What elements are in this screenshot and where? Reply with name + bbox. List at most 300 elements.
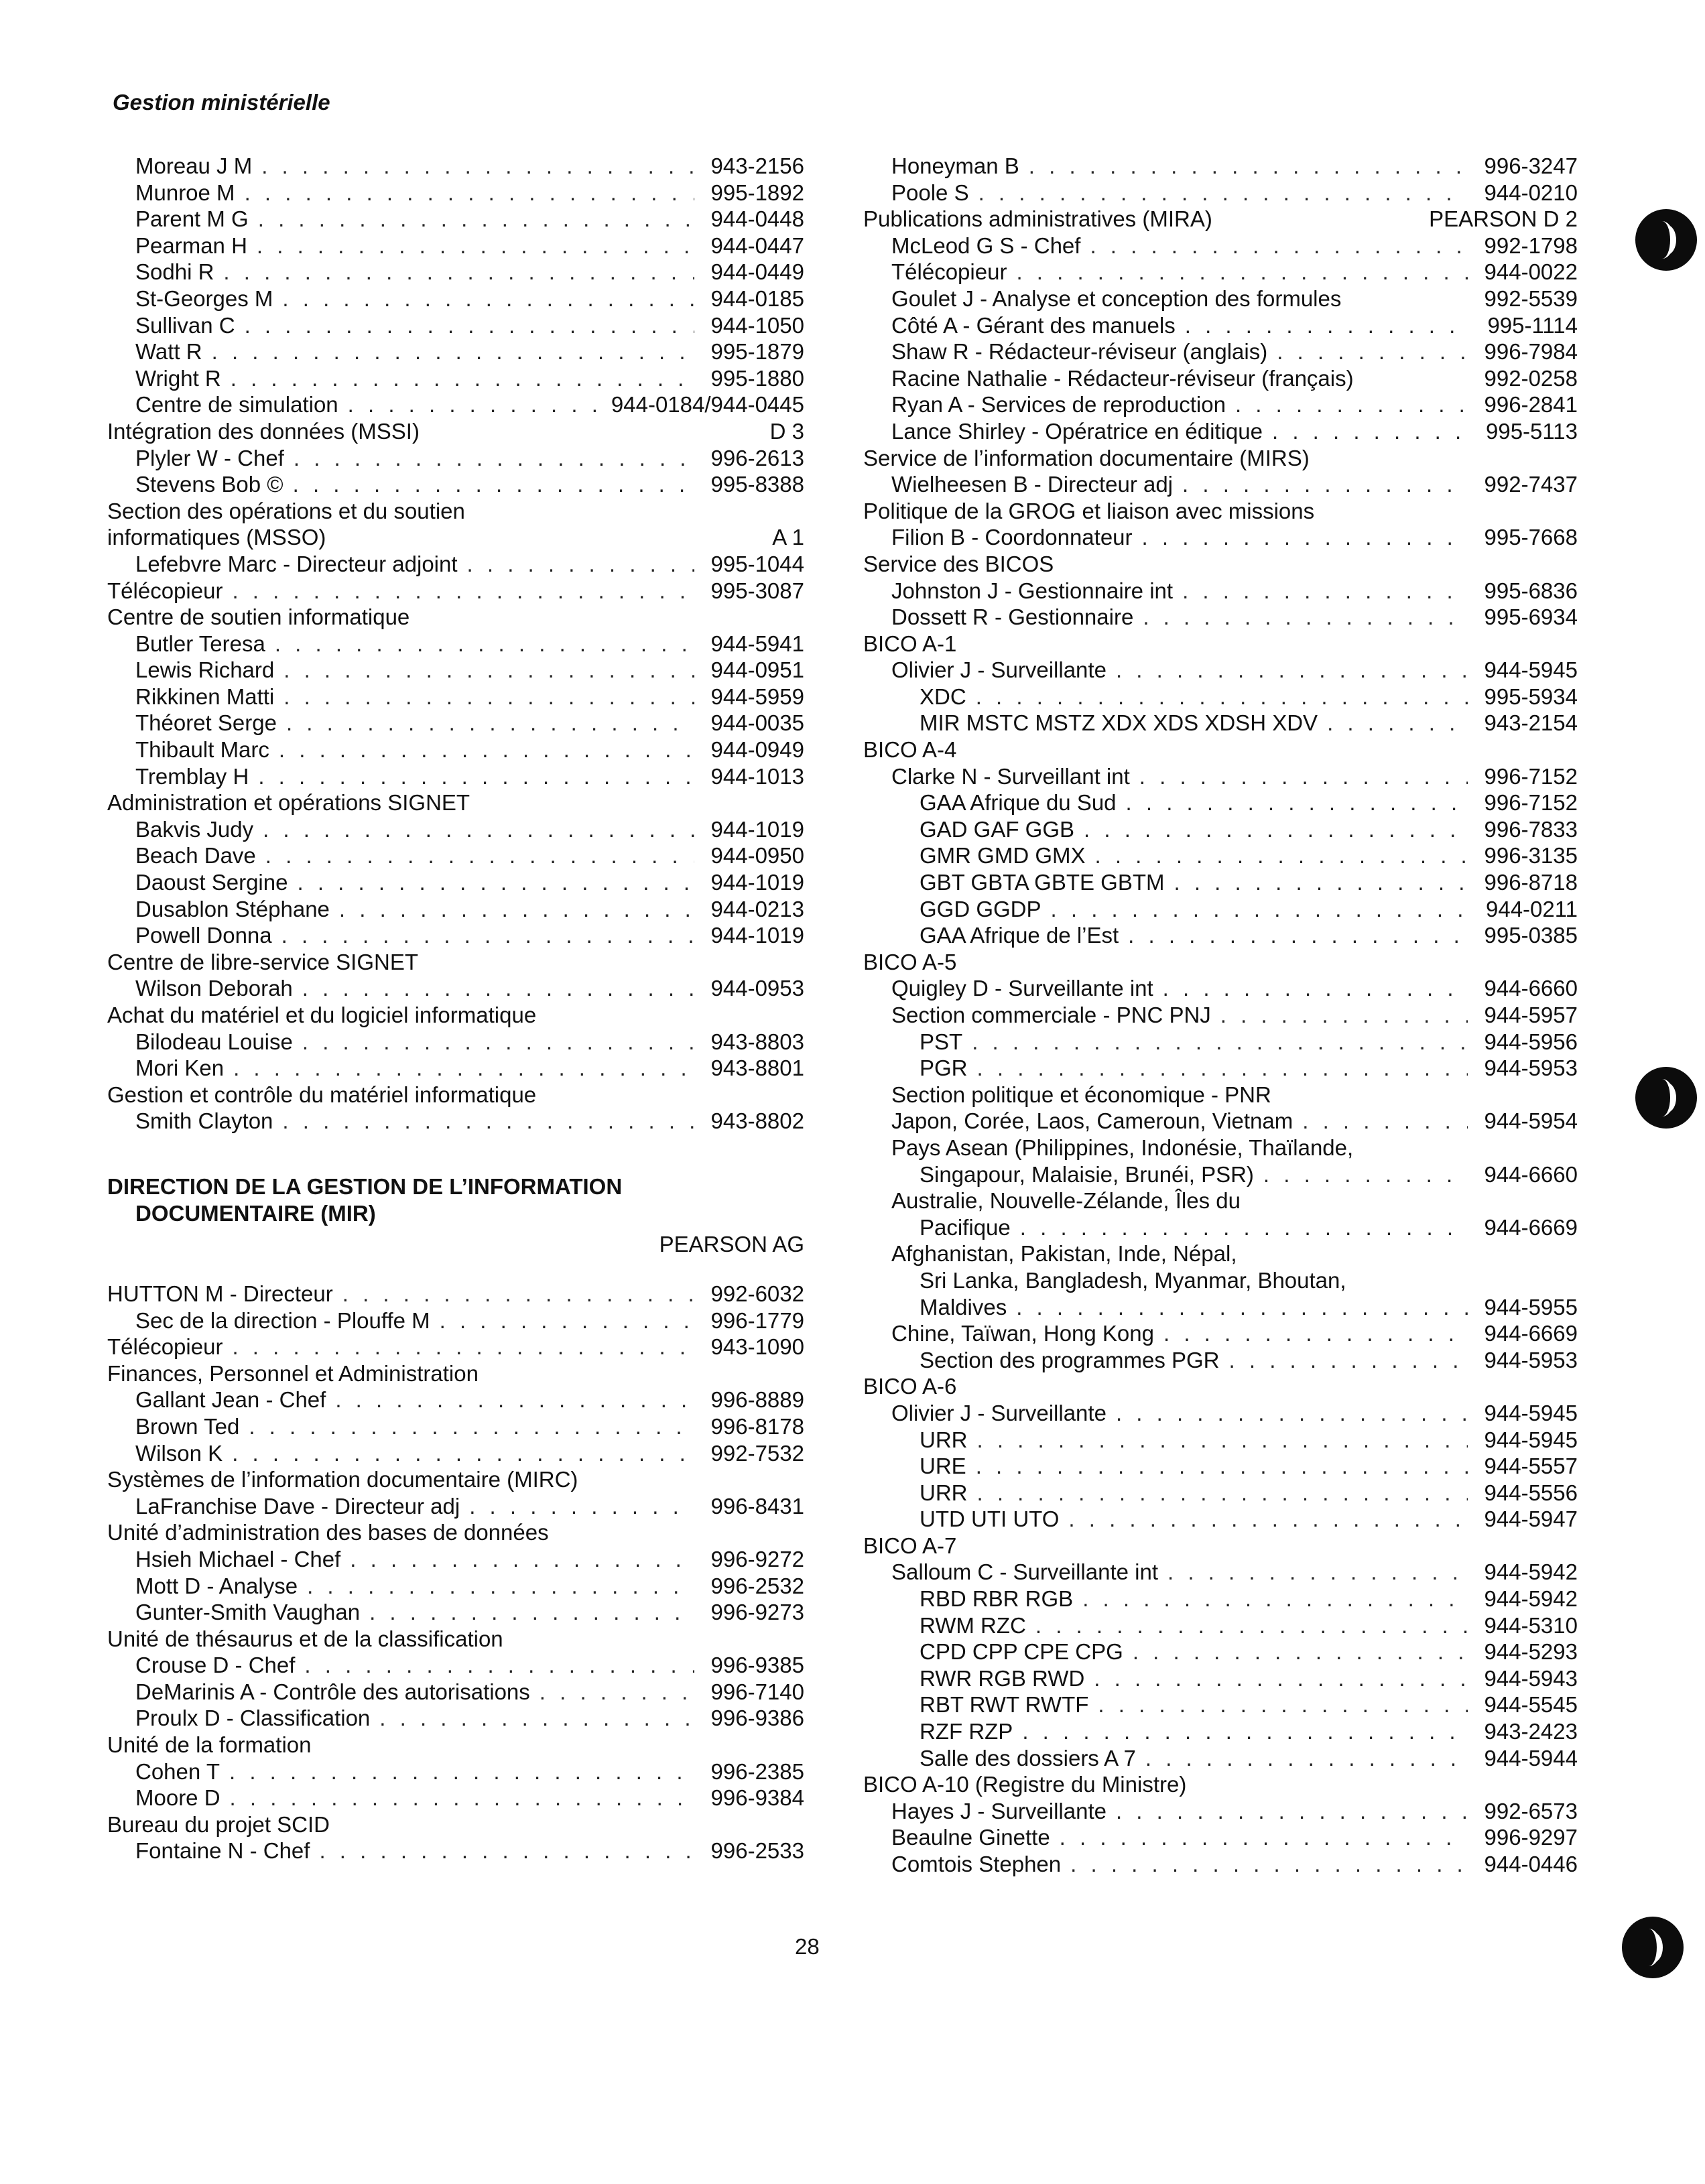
entry-number: 944-0184/944-0445 bbox=[611, 392, 804, 417]
directory-entry bbox=[107, 206, 804, 233]
entry-name: Publications administratives (MIRA) bbox=[863, 206, 1212, 232]
entry-name: Salle des dossiers A 7 bbox=[920, 1745, 1136, 1771]
directory-entry bbox=[107, 259, 804, 285]
directory-entry bbox=[863, 1347, 1578, 1374]
dot-leader bbox=[232, 578, 694, 604]
directory-entry bbox=[863, 631, 1578, 657]
dot-leader bbox=[1116, 657, 1468, 684]
dot-leader bbox=[245, 180, 694, 206]
directory-entry bbox=[107, 1546, 804, 1573]
entry-number: 995-7668 bbox=[1484, 525, 1578, 550]
entry-number: 944-5557 bbox=[1484, 1454, 1578, 1479]
entry-name: GGD GGDP bbox=[920, 896, 1041, 921]
entry-name: Afghanistan, Pakistan, Inde, Népal, bbox=[891, 1241, 1237, 1267]
entry-name: Stevens Bob © bbox=[135, 472, 283, 497]
entry-name: RWM RZC bbox=[920, 1612, 1026, 1638]
directory-entry bbox=[863, 1055, 1578, 1082]
section-location: PEARSON AG bbox=[659, 1231, 804, 1257]
section-title-line1: DIRECTION DE LA GESTION DE L’INFORMATION bbox=[107, 1173, 623, 1199]
entry-name: Moreau J M bbox=[135, 153, 253, 178]
directory-entry bbox=[863, 153, 1578, 180]
entry-number: 944-0213 bbox=[710, 896, 804, 921]
dot-leader bbox=[265, 842, 694, 869]
directory-entry bbox=[107, 816, 804, 843]
entry-number: 995-0385 bbox=[1484, 923, 1578, 948]
entry-name: McLeod G S - Chef bbox=[891, 233, 1081, 258]
directory-entry bbox=[863, 578, 1578, 604]
entry-number: 944-5944 bbox=[1484, 1745, 1578, 1771]
dot-leader bbox=[319, 1838, 694, 1864]
directory-entry bbox=[107, 949, 804, 976]
entry-number: 944-5955 bbox=[1484, 1294, 1578, 1320]
dot-leader bbox=[1051, 896, 1468, 923]
entry-number: 944-5293 bbox=[1484, 1639, 1578, 1665]
entry-number: 944-5943 bbox=[1484, 1665, 1578, 1691]
entry-number: 996-9272 bbox=[710, 1546, 804, 1571]
directory-entry bbox=[863, 1320, 1578, 1347]
directory-entry bbox=[863, 1612, 1578, 1639]
directory-entry bbox=[107, 869, 804, 896]
directory-entry bbox=[863, 1214, 1578, 1241]
directory-entry bbox=[863, 233, 1578, 259]
entry-number: 943-8801 bbox=[710, 1055, 804, 1081]
entry-name: Télécopieur bbox=[891, 259, 1007, 285]
entry-number: 944-1013 bbox=[710, 763, 804, 789]
entry-number: 996-7140 bbox=[710, 1679, 804, 1704]
entry-name: LaFranchise Dave - Directeur adj bbox=[135, 1493, 460, 1519]
dot-leader bbox=[258, 206, 694, 233]
directory-entry bbox=[107, 763, 804, 790]
dot-leader bbox=[1060, 1824, 1468, 1851]
entry-number: 996-2532 bbox=[710, 1573, 804, 1598]
directory-entry bbox=[863, 1294, 1578, 1321]
directory-entry bbox=[863, 312, 1578, 339]
entry-name: Intégration des données (MSSI) bbox=[107, 418, 420, 444]
dot-leader bbox=[339, 896, 694, 923]
entry-name: Bilodeau Louise bbox=[135, 1029, 293, 1054]
dot-leader bbox=[304, 1652, 694, 1679]
entry-number: 996-2533 bbox=[710, 1838, 804, 1864]
entry-name: Beaulne Ginette bbox=[891, 1825, 1050, 1850]
dot-leader bbox=[1263, 1161, 1468, 1188]
left-column bbox=[107, 153, 804, 1864]
dot-leader bbox=[342, 1281, 694, 1307]
entry-number: 944-5941 bbox=[710, 631, 804, 656]
entry-name: Olivier J - Surveillante bbox=[891, 657, 1107, 683]
entry-number: 995-3087 bbox=[710, 578, 804, 603]
entry-number: 944-5945 bbox=[1484, 1427, 1578, 1452]
dot-leader bbox=[977, 1427, 1468, 1454]
entry-name: RZF RZP bbox=[920, 1719, 1013, 1744]
directory-entry bbox=[107, 233, 804, 259]
directory-entry bbox=[863, 1718, 1578, 1745]
dot-leader bbox=[1139, 763, 1468, 790]
entry-name: Filion B - Coordonnateur bbox=[891, 525, 1133, 550]
entry-number: 944-5953 bbox=[1484, 1055, 1578, 1081]
directory-entry bbox=[107, 1082, 804, 1108]
entry-number: 996-8718 bbox=[1484, 870, 1578, 895]
entry-name: Singapour, Malaisie, Brunéi, PSR) bbox=[920, 1161, 1254, 1187]
entry-number: 944-0449 bbox=[710, 259, 804, 285]
dot-leader bbox=[976, 684, 1468, 710]
entry-number: 996-8889 bbox=[710, 1387, 804, 1413]
entry-number: 944-6669 bbox=[1484, 1214, 1578, 1240]
entry-number: 944-0211 bbox=[1485, 896, 1578, 921]
directory-entry bbox=[107, 1108, 804, 1135]
entry-number: 944-0448 bbox=[710, 206, 804, 232]
entry-name: BICO A-1 bbox=[863, 631, 957, 656]
directory-entry bbox=[863, 869, 1578, 896]
dot-leader bbox=[469, 1493, 694, 1520]
entry-name: Sodhi R bbox=[135, 259, 214, 285]
entry-name: RBD RBR RGB bbox=[920, 1586, 1074, 1612]
dot-leader bbox=[379, 1705, 694, 1732]
entry-number: 944-1050 bbox=[710, 312, 804, 338]
dot-leader bbox=[307, 1573, 694, 1600]
entry-name: Proulx D - Classification bbox=[135, 1706, 371, 1731]
entry-number: 944-0950 bbox=[710, 843, 804, 869]
entry-name: BICO A-4 bbox=[863, 737, 957, 763]
entry-name: Télécopieur bbox=[107, 1334, 223, 1360]
entry-number: 996-8178 bbox=[710, 1413, 804, 1439]
dot-leader bbox=[230, 1785, 694, 1811]
directory-entry bbox=[863, 1373, 1578, 1400]
dot-leader bbox=[1133, 1639, 1468, 1665]
entry-name: Chine, Taïwan, Hong Kong bbox=[891, 1321, 1154, 1346]
entry-number: 944-0949 bbox=[710, 737, 804, 763]
entry-number: 944-5957 bbox=[1484, 1003, 1578, 1027]
directory-entry bbox=[107, 789, 804, 816]
dot-leader bbox=[1163, 1320, 1468, 1347]
directory-entry bbox=[863, 471, 1578, 498]
entry-number: 944-6660 bbox=[1484, 1161, 1578, 1187]
entry-number: 995-5113 bbox=[1485, 418, 1578, 444]
entry-number: 996-9297 bbox=[1484, 1825, 1578, 1850]
dot-leader bbox=[1229, 1347, 1468, 1374]
entry-number: 944-6669 bbox=[1484, 1321, 1578, 1346]
directory-entry bbox=[863, 736, 1578, 763]
punch-hole-icon bbox=[1635, 209, 1697, 271]
directory-entry bbox=[107, 524, 804, 551]
directory-entry bbox=[107, 1334, 804, 1360]
entry-number: 943-2154 bbox=[1484, 710, 1578, 736]
dot-leader bbox=[283, 657, 694, 684]
dot-leader bbox=[257, 233, 694, 259]
directory-entry bbox=[863, 1082, 1578, 1108]
directory-entry bbox=[107, 604, 804, 631]
entry-name: Crouse D - Chef bbox=[135, 1653, 296, 1678]
directory-entry bbox=[863, 1771, 1578, 1798]
entry-name: Politique de la GROG et liaison avec missions bbox=[863, 498, 1315, 523]
directory-entry bbox=[863, 1533, 1578, 1559]
dot-leader bbox=[232, 1334, 694, 1360]
entry-name: Plyler W - Chef bbox=[135, 445, 284, 470]
entry-number: 995-1114 bbox=[1487, 312, 1578, 338]
entry-name: Centre de soutien informatique bbox=[107, 604, 410, 630]
entry-name: Honeyman B bbox=[891, 153, 1019, 178]
entry-number: 943-8802 bbox=[710, 1108, 804, 1134]
directory-entry bbox=[863, 1586, 1578, 1612]
entry-number: D 3 bbox=[769, 418, 804, 444]
directory-entry bbox=[107, 922, 804, 949]
directory-entry bbox=[863, 1798, 1578, 1825]
entry-name: Bakvis Judy bbox=[135, 816, 254, 842]
entry-number: 944-5545 bbox=[1484, 1692, 1578, 1718]
entry-name: Australie, Nouvelle-Zélande, Îles du bbox=[891, 1188, 1241, 1214]
dot-leader bbox=[972, 1029, 1468, 1055]
entry-name: Moore D bbox=[135, 1785, 220, 1811]
entry-number: PEARSON D 2 bbox=[1429, 206, 1578, 232]
dot-leader bbox=[1174, 869, 1468, 896]
directory-entry bbox=[863, 1267, 1578, 1294]
dot-leader bbox=[1143, 604, 1468, 631]
entry-name: Olivier J - Surveillante bbox=[891, 1400, 1107, 1425]
dot-leader bbox=[1116, 1798, 1468, 1825]
punch-hole-icon bbox=[1635, 1067, 1697, 1129]
dot-leader bbox=[350, 1546, 694, 1573]
dot-leader bbox=[249, 1413, 694, 1440]
directory-entry bbox=[863, 524, 1578, 551]
entry-name: GMR GMD GMX bbox=[920, 843, 1086, 869]
entry-name: Mott D - Analyse bbox=[135, 1573, 298, 1598]
entry-name: URR bbox=[920, 1427, 968, 1452]
dot-leader bbox=[1082, 1586, 1468, 1612]
entry-name: Hsieh Michael - Chef bbox=[135, 1546, 341, 1571]
directory-entry bbox=[107, 1307, 804, 1334]
dot-leader bbox=[282, 285, 694, 312]
entry-number: 996-9386 bbox=[710, 1706, 804, 1731]
directory-entry bbox=[863, 338, 1578, 365]
entry-name: Administration et opérations SIGNET bbox=[107, 790, 470, 816]
entry-number: 944-5942 bbox=[1484, 1586, 1578, 1612]
entry-name: Racine Nathalie - Rédacteur-réviseur (français) bbox=[891, 365, 1354, 391]
entry-name: Télécopieur bbox=[107, 578, 223, 603]
entry-number: 944-5953 bbox=[1484, 1347, 1578, 1372]
entry-name: CPD CPP CPE CPG bbox=[920, 1639, 1123, 1665]
directory-entry bbox=[107, 551, 804, 578]
entry-number: 995-1880 bbox=[710, 365, 804, 391]
entry-number: 996-9384 bbox=[710, 1785, 804, 1811]
entry-number: 943-2423 bbox=[1484, 1719, 1578, 1744]
entry-number: A 1 bbox=[772, 525, 804, 550]
entry-name: Wielheesen B - Directeur adj bbox=[891, 472, 1174, 497]
directory-entry bbox=[107, 1002, 804, 1029]
entry-name: Johnston J - Gestionnaire int bbox=[891, 578, 1174, 603]
entry-name: MIR MSTC MSTZ XDX XDS XDSH XDV bbox=[920, 710, 1318, 736]
dot-leader bbox=[1094, 1665, 1468, 1692]
dot-leader bbox=[232, 1440, 694, 1467]
directory-entry bbox=[863, 604, 1578, 631]
right-list bbox=[863, 153, 1578, 1878]
directory-entry bbox=[863, 1559, 1578, 1586]
entry-number: 944-5956 bbox=[1484, 1029, 1578, 1054]
directory-entry bbox=[107, 445, 804, 472]
directory-entry bbox=[863, 975, 1578, 1002]
entry-name: Pearman H bbox=[135, 233, 247, 258]
entry-name: Théoret Serge bbox=[135, 710, 277, 736]
directory-entry bbox=[863, 1851, 1578, 1878]
directory-entry bbox=[863, 1480, 1578, 1506]
directory-entry bbox=[107, 1519, 804, 1546]
dot-leader bbox=[1167, 1559, 1468, 1586]
directory-entry bbox=[863, 498, 1578, 525]
directory-entry bbox=[863, 896, 1578, 923]
entry-number: 944-5954 bbox=[1484, 1108, 1578, 1134]
directory-entry bbox=[107, 365, 804, 392]
directory-entry bbox=[107, 736, 804, 763]
directory-entry bbox=[107, 312, 804, 339]
entry-name: Hayes J - Surveillante bbox=[891, 1798, 1107, 1823]
entry-name: Pacifique bbox=[920, 1214, 1011, 1240]
dot-leader bbox=[1182, 471, 1468, 498]
entry-name: BICO A-5 bbox=[863, 949, 957, 974]
entry-name: Salloum C - Surveillante int bbox=[891, 1559, 1158, 1585]
dot-leader bbox=[282, 1108, 694, 1135]
entry-name: Japon, Corée, Laos, Cameroun, Vietnam bbox=[891, 1108, 1293, 1134]
entry-name: Beach Dave bbox=[135, 843, 256, 869]
dot-leader bbox=[977, 1055, 1468, 1082]
dot-leader bbox=[335, 1387, 694, 1413]
directory-entry bbox=[107, 842, 804, 869]
entry-name: BICO A-10 (Registre du Ministre) bbox=[863, 1772, 1187, 1797]
dot-leader bbox=[229, 1758, 694, 1785]
directory-entry bbox=[863, 1108, 1578, 1135]
entry-name: Quigley D - Surveillante int bbox=[891, 976, 1153, 1001]
entry-number: 944-0953 bbox=[710, 976, 804, 1001]
entry-name: PGR bbox=[920, 1055, 968, 1081]
directory-entry bbox=[107, 896, 804, 923]
directory-entry bbox=[863, 1002, 1578, 1029]
entry-number: 944-5959 bbox=[710, 684, 804, 709]
entry-number: 996-2613 bbox=[710, 445, 804, 470]
entry-number: 944-0446 bbox=[1484, 1852, 1578, 1876]
entry-number: 944-5310 bbox=[1484, 1612, 1578, 1638]
entry-name: Lance Shirley - Opératrice en éditique bbox=[891, 418, 1263, 444]
entry-name: Sri Lanka, Bangladesh, Myanmar, Bhoutan, bbox=[920, 1267, 1346, 1293]
punch-hole-icon bbox=[1622, 1917, 1684, 1978]
entry-name: Finances, Personnel et Administration bbox=[107, 1360, 479, 1386]
dot-leader bbox=[1220, 1002, 1468, 1029]
directory-entry bbox=[863, 816, 1578, 843]
dot-leader bbox=[294, 445, 694, 472]
directory-entry bbox=[863, 1665, 1578, 1692]
dot-leader bbox=[1185, 312, 1468, 339]
dot-leader bbox=[1070, 1851, 1468, 1878]
dot-leader bbox=[1016, 1294, 1468, 1321]
directory-entry bbox=[107, 578, 804, 604]
entry-number: 944-0022 bbox=[1484, 259, 1578, 285]
entry-name: Watt R bbox=[135, 339, 202, 365]
dot-leader bbox=[1182, 578, 1468, 604]
entry-number: 996-9385 bbox=[710, 1653, 804, 1678]
entry-number: 995-1879 bbox=[710, 339, 804, 365]
entry-number: 996-2385 bbox=[710, 1758, 804, 1784]
entry-name: GAA Afrique du Sud bbox=[920, 790, 1117, 816]
entry-name: informatiques (MSSO) bbox=[107, 525, 326, 550]
entry-number: 944-0035 bbox=[710, 710, 804, 736]
directory-entry bbox=[863, 949, 1578, 976]
entry-name: RWR RGB RWD bbox=[920, 1665, 1085, 1691]
directory-entry bbox=[107, 1705, 804, 1732]
entry-name: Ryan A - Services de reproduction bbox=[891, 392, 1226, 417]
directory-entry bbox=[863, 789, 1578, 816]
directory-entry bbox=[107, 1029, 804, 1055]
entry-name: Gallant Jean - Chef bbox=[135, 1387, 326, 1413]
entry-name: Bureau du projet SCID bbox=[107, 1811, 330, 1837]
directory-entry bbox=[107, 657, 804, 684]
dot-leader bbox=[231, 365, 694, 392]
section-title-line2: DOCUMENTAIRE (MIR) bbox=[135, 1200, 376, 1226]
entry-number: 944-0951 bbox=[710, 657, 804, 683]
directory-entry bbox=[107, 471, 804, 498]
dot-leader bbox=[1235, 391, 1468, 418]
directory-entry bbox=[863, 285, 1578, 312]
directory-entry bbox=[107, 1758, 804, 1785]
entry-name: UTD UTI UTO bbox=[920, 1506, 1060, 1532]
dot-leader bbox=[1098, 1691, 1468, 1718]
entry-name: GAD GAF GGB bbox=[920, 816, 1075, 842]
entry-number: 992-1798 bbox=[1484, 233, 1578, 258]
dot-leader bbox=[467, 551, 694, 578]
entry-name: URE bbox=[920, 1454, 966, 1479]
entry-name: Butler Teresa bbox=[135, 631, 265, 656]
entry-number: 996-3135 bbox=[1484, 843, 1578, 869]
entry-name: Section des programmes PGR bbox=[920, 1347, 1220, 1372]
entry-name: Poole S bbox=[891, 180, 969, 205]
dot-leader bbox=[978, 180, 1468, 206]
dot-leader bbox=[1084, 816, 1468, 843]
entry-number: 992-7437 bbox=[1484, 472, 1578, 497]
directory-entry bbox=[107, 1055, 804, 1082]
page-header: Gestion ministérielle bbox=[113, 90, 330, 115]
directory-entry bbox=[863, 1691, 1578, 1718]
entry-name: Clarke N - Surveillant int bbox=[891, 763, 1130, 789]
entry-number: 995-8388 bbox=[710, 472, 804, 497]
directory-entry bbox=[107, 1466, 804, 1493]
entry-name: Cohen T bbox=[135, 1758, 220, 1784]
page-number: 28 bbox=[795, 1934, 820, 1959]
directory-entry bbox=[863, 842, 1578, 869]
dot-leader bbox=[540, 1679, 694, 1706]
section-heading-block bbox=[107, 1173, 804, 1258]
left-top-list bbox=[107, 153, 804, 1135]
directory-entry bbox=[863, 657, 1578, 684]
entry-number: 996-1779 bbox=[710, 1307, 804, 1333]
entry-name: GBT GBTA GBTE GBTM bbox=[920, 870, 1165, 895]
entry-number: 992-5539 bbox=[1484, 285, 1578, 311]
directory-entry bbox=[863, 1135, 1578, 1161]
entry-name: BICO A-6 bbox=[863, 1374, 957, 1399]
directory-entry bbox=[107, 1387, 804, 1413]
entry-name: Gunter-Smith Vaughan bbox=[135, 1600, 361, 1625]
dot-leader bbox=[297, 869, 694, 896]
dot-leader bbox=[1116, 1400, 1468, 1427]
directory-entry bbox=[863, 1824, 1578, 1851]
entry-name: Pays Asean (Philippines, Indonésie, Thaïlande, bbox=[891, 1135, 1354, 1160]
directory-entry bbox=[107, 180, 804, 206]
dot-leader bbox=[1272, 418, 1468, 445]
dot-leader bbox=[283, 684, 694, 710]
entry-name: Service de l’information documentaire (MIRS) bbox=[863, 445, 1310, 470]
entry-name: Tremblay H bbox=[135, 763, 249, 789]
entry-name: BICO A-7 bbox=[863, 1533, 957, 1558]
directory-entry bbox=[107, 1732, 804, 1758]
entry-number: 995-6934 bbox=[1484, 604, 1578, 630]
directory-entry bbox=[863, 1029, 1578, 1055]
dot-leader bbox=[1142, 524, 1468, 551]
entry-number: 996-2841 bbox=[1484, 392, 1578, 417]
dot-leader bbox=[1022, 1718, 1468, 1745]
